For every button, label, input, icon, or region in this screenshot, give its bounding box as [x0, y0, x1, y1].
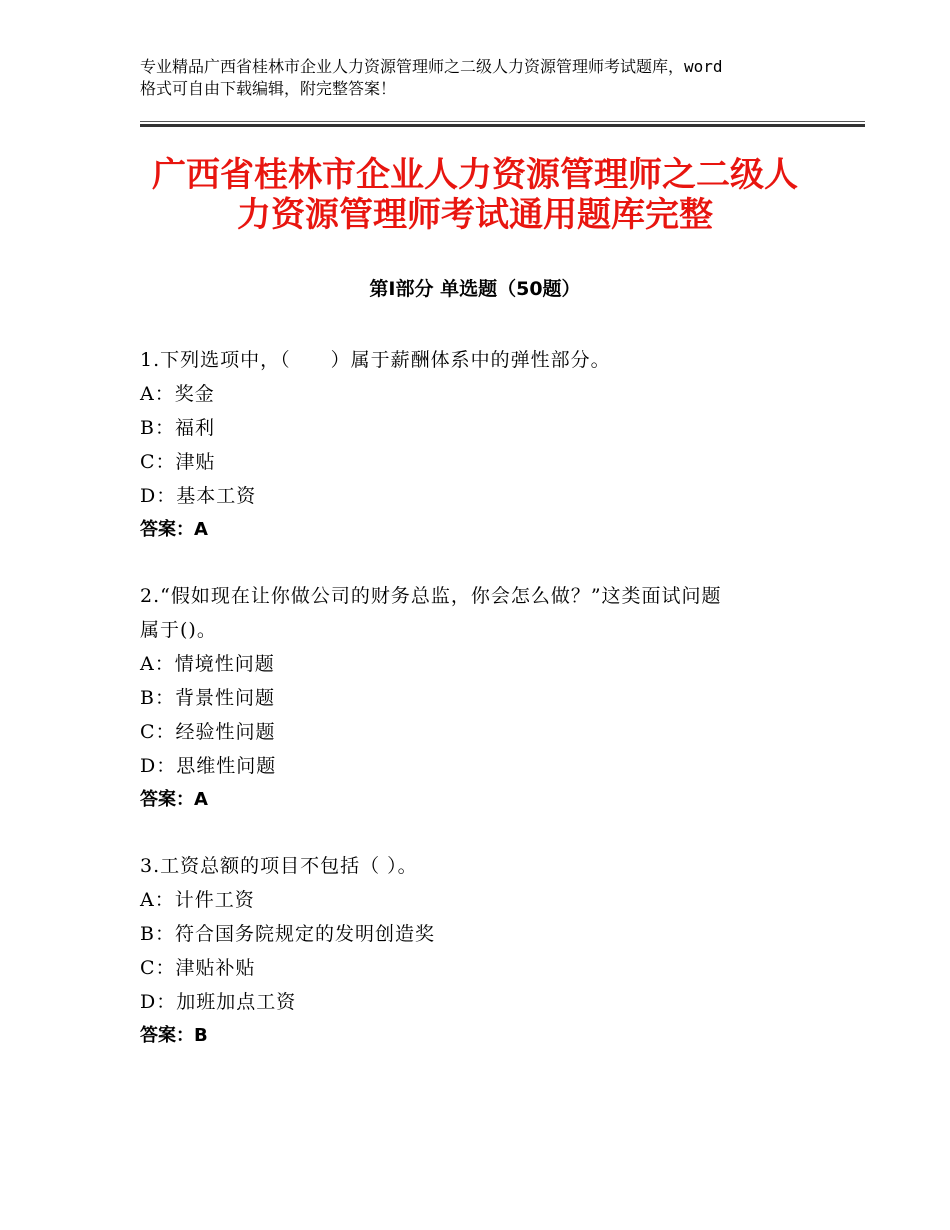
question-list: [140, 343, 820, 1085]
question-3-answer: 答案：B: [140, 1025, 208, 1046]
question-2-option-c: C：经验性问题: [140, 721, 276, 743]
question-2-option-a: A：情境性问题: [140, 653, 275, 675]
question-2-stem-line-2: 属于()。: [140, 619, 217, 641]
question-2-option-d: D：思维性问题: [140, 755, 277, 777]
question-3-option-c: C：津贴补贴: [140, 957, 256, 979]
question-1-answer: 答案：A: [140, 519, 208, 540]
question-2: [140, 579, 820, 817]
question-3-stem: 3.工资总额的项目不包括（ ）。: [140, 855, 418, 877]
question-2-answer: 答案：A: [140, 789, 208, 810]
question-3-option-d: D：加班加点工资: [140, 991, 297, 1013]
question-1-option-c: C：津贴: [140, 451, 216, 473]
question-1: [140, 343, 820, 547]
question-1-option-b: B：福利: [140, 417, 215, 439]
document-title: [120, 155, 830, 235]
question-3: [140, 849, 820, 1053]
question-1-option-d: D：基本工资: [140, 485, 257, 507]
question-3-option-a: A：计件工资: [140, 889, 255, 911]
document-title-line-1: 广西省桂林市企业人力资源管理师之二级人: [152, 155, 798, 195]
question-2-option-b: B：背景性问题: [140, 687, 275, 709]
header-note-line-2: 格式可自由下载编辑，附完整答案！: [140, 79, 397, 98]
header-note: [140, 56, 840, 100]
question-1-option-a: A：奖金: [140, 383, 215, 405]
header-divider-thin: [140, 121, 865, 122]
header-note-line-1: 专业精品广西省桂林市企业人力资源管理师之二级人力资源管理师考试题库，word: [140, 57, 723, 76]
question-1-stem: 1.下列选项中，（ ）属于薪酬体系中的弹性部分。: [140, 349, 611, 371]
document-title-line-2: 力资源管理师考试通用题库完整: [237, 195, 713, 235]
question-2-stem-line-1: 2.“假如现在让你做公司的财务总监，你会怎么做？”这类面试问题: [140, 585, 722, 607]
header-divider-thick: [140, 124, 865, 127]
question-3-option-b: B：符合国务院规定的发明创造奖: [140, 923, 435, 945]
section-heading: 第Ⅰ部分 单选题（50题）: [369, 278, 581, 300]
